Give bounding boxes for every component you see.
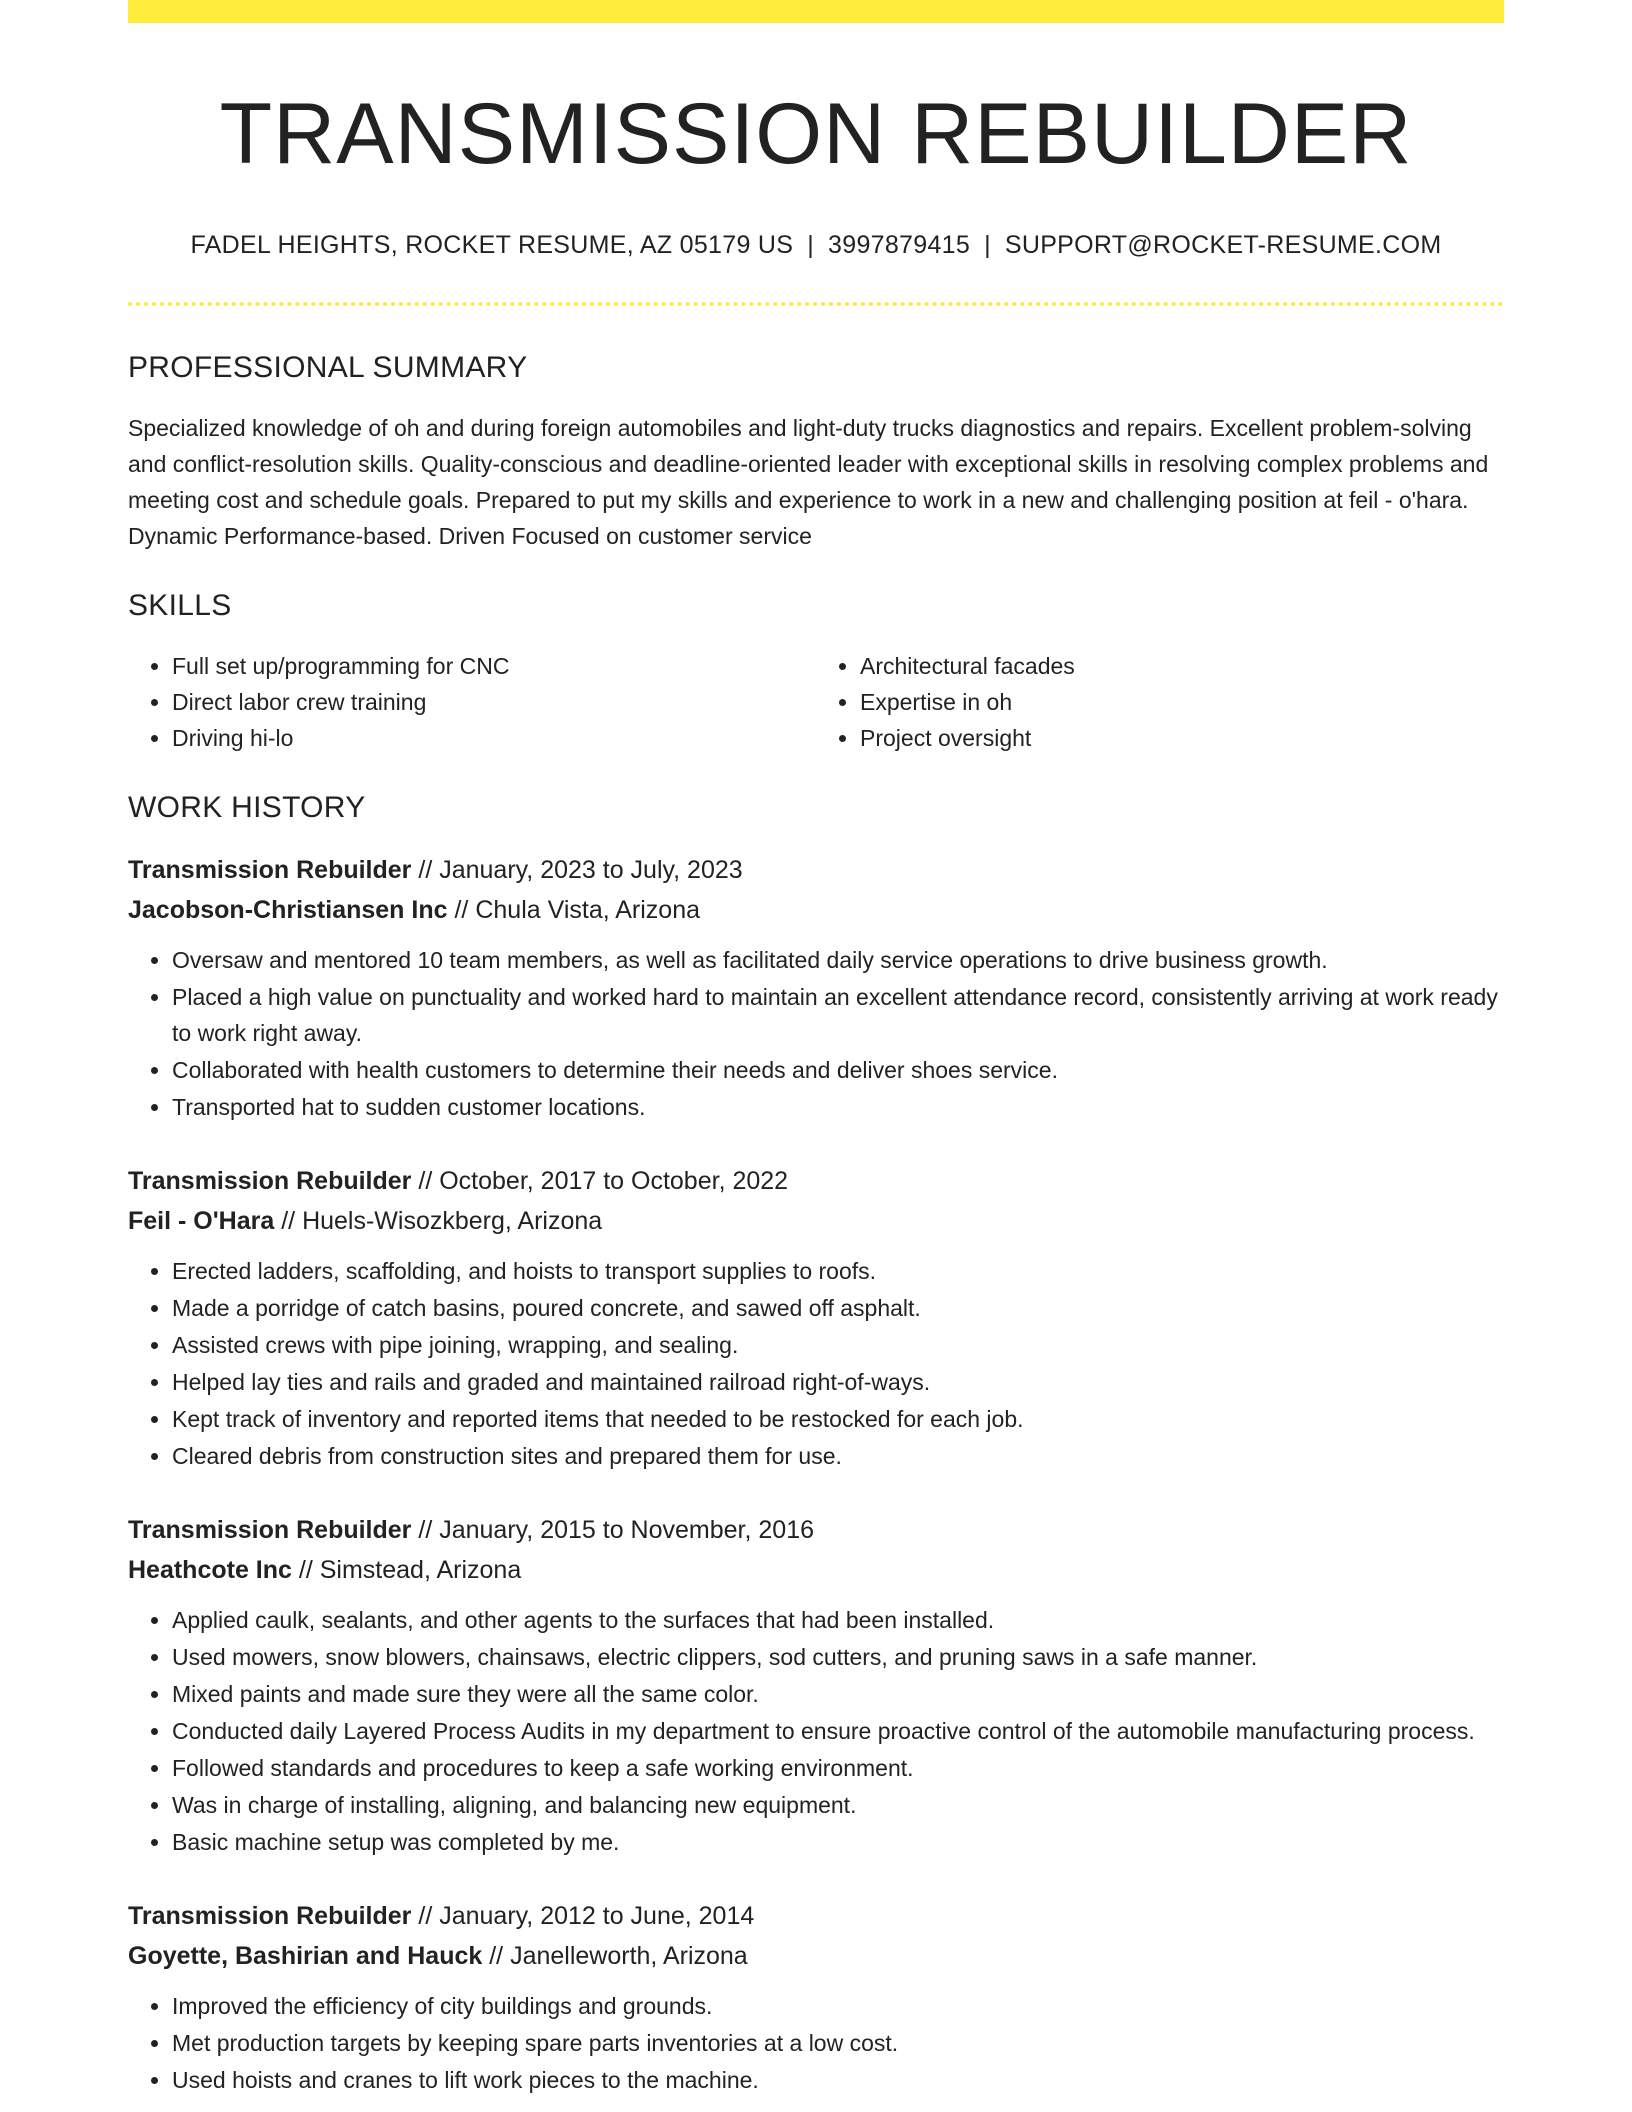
job-location: Huels-Wisozkberg, Arizona bbox=[302, 1207, 603, 1236]
job-title-line bbox=[128, 1896, 1504, 1936]
job-bullet: • Collaborated with health customers to determine their needs and deliver shoes service. bbox=[172, 1052, 1504, 1088]
job-company: Goyette, Bashirian and Hauck bbox=[128, 1942, 483, 1971]
contact-line bbox=[128, 230, 1504, 260]
job-title-line bbox=[128, 1510, 1504, 1550]
job-bullets bbox=[128, 1602, 1504, 1860]
work-history-heading: WORK HISTORY bbox=[128, 791, 366, 825]
dotted-divider bbox=[128, 302, 1504, 306]
job-dates: January, 2012 to June, 2014 bbox=[439, 1902, 755, 1931]
job-bullet: • Used mowers, snow blowers, chainsaws, electric clippers, sod cutters, and pruning saws in a safe manner. bbox=[172, 1639, 1504, 1675]
job-company: Jacobson-Christiansen Inc bbox=[128, 896, 448, 925]
job-entry bbox=[128, 1161, 1504, 1474]
resume-page bbox=[128, 0, 1504, 2099]
contact-email: SUPPORT@ROCKET-RESUME.COM bbox=[1004, 231, 1442, 260]
job-bullet: • Helped lay ties and rails and graded and maintained railroad right-of-ways. bbox=[172, 1364, 1504, 1400]
skills-left-list bbox=[128, 648, 816, 756]
job-bullet: • Transported hat to sudden customer locations. bbox=[172, 1089, 1504, 1125]
skill-item: • Full set up/programming for CNC bbox=[172, 648, 816, 684]
separator: // bbox=[447, 896, 476, 925]
separator: // bbox=[411, 856, 440, 885]
skill-item: • Expertise in oh bbox=[860, 684, 1504, 720]
job-company: Heathcote Inc bbox=[128, 1556, 292, 1585]
job-title-line bbox=[128, 850, 1504, 890]
job-bullet: • Erected ladders, scaffolding, and hoists to transport supplies to roofs. bbox=[172, 1253, 1504, 1289]
accent-top-bar bbox=[128, 0, 1504, 23]
job-title-line bbox=[128, 1161, 1504, 1201]
job-bullet: • Oversaw and mentored 10 team members, as well as facilitated daily service operations to drive business growth. bbox=[172, 942, 1504, 978]
separator: // bbox=[291, 1556, 320, 1585]
job-entry bbox=[128, 1896, 1504, 2098]
contact-separator: | bbox=[807, 231, 815, 260]
job-bullet: • Met production targets by keeping spare parts inventories at a low cost. bbox=[172, 2025, 1504, 2061]
job-company-line bbox=[128, 1550, 1504, 1590]
job-location: Janelleworth, Arizona bbox=[510, 1942, 748, 1971]
job-bullet: • Conducted daily Layered Process Audits in my department to ensure proactive control of the automobile manufacturing process. bbox=[172, 1713, 1504, 1749]
job-role: Transmission Rebuilder bbox=[128, 1167, 412, 1196]
job-location: Simstead, Arizona bbox=[319, 1556, 522, 1585]
separator: // bbox=[482, 1942, 511, 1971]
summary-heading: PROFESSIONAL SUMMARY bbox=[128, 351, 528, 385]
job-bullet: • Improved the efficiency of city buildings and grounds. bbox=[172, 1988, 1504, 2024]
job-bullet: • Followed standards and procedures to keep a safe working environment. bbox=[172, 1750, 1504, 1786]
job-company-line bbox=[128, 890, 1504, 930]
job-role: Transmission Rebuilder bbox=[128, 1902, 412, 1931]
job-bullet: • Was in charge of installing, aligning, and balancing new equipment. bbox=[172, 1787, 1504, 1823]
contact-separator: | bbox=[984, 231, 991, 260]
job-company-line bbox=[128, 1201, 1504, 1241]
job-role: Transmission Rebuilder bbox=[128, 856, 412, 885]
separator: // bbox=[411, 1516, 440, 1545]
job-dates: October, 2017 to October, 2022 bbox=[439, 1167, 789, 1196]
skills-columns bbox=[128, 648, 1504, 756]
job-bullets bbox=[128, 1253, 1504, 1474]
skill-item: • Direct labor crew training bbox=[172, 684, 816, 720]
job-location: Chula Vista, Arizona bbox=[475, 896, 700, 925]
skill-item: • Project oversight bbox=[860, 720, 1504, 756]
job-bullet: • Made a porridge of catch basins, poured concrete, and sawed off asphalt. bbox=[172, 1290, 1504, 1326]
separator: // bbox=[274, 1207, 303, 1236]
job-dates: January, 2015 to November, 2016 bbox=[439, 1516, 814, 1545]
job-bullet: • Assisted crews with pipe joining, wrapping, and sealing. bbox=[172, 1327, 1504, 1363]
skills-heading: SKILLS bbox=[128, 589, 232, 623]
job-entry bbox=[128, 850, 1504, 1125]
separator: // bbox=[411, 1902, 440, 1931]
job-bullet: • Cleared debris from construction sites and prepared them for use. bbox=[172, 1438, 1504, 1474]
job-bullets bbox=[128, 1988, 1504, 2098]
skills-right-list bbox=[816, 648, 1504, 756]
skill-item: • Driving hi-lo bbox=[172, 720, 816, 756]
job-bullet: • Kept track of inventory and reported items that needed to be restocked for each job. bbox=[172, 1401, 1504, 1437]
job-company: Feil - O'Hara bbox=[128, 1207, 275, 1236]
separator: // bbox=[411, 1167, 440, 1196]
job-bullets bbox=[128, 942, 1504, 1125]
job-bullet: • Basic machine setup was completed by me. bbox=[172, 1824, 1504, 1860]
resume-name: TRANSMISSION REBUILDER bbox=[219, 86, 1413, 182]
job-bullet: • Mixed paints and made sure they were all the same color. bbox=[172, 1676, 1504, 1712]
skill-item: • Architectural facades bbox=[860, 648, 1504, 684]
job-company-line bbox=[128, 1936, 1504, 1976]
contact-phone: 3997879415 bbox=[828, 231, 971, 260]
summary-text: Specialized knowledge of oh and during foreign automobiles and light-duty trucks diagnostics and repairs. Excellent problem-solving and conflict-resolution skills. Quality-conscious and deadline-oriented leader with exceptional skills in resolving complex problems and meeting cost and schedule goals. Prepared to put my skills and experience to work in a new and challenging position at feil - o'hara. Dynamic Performance-based. Driven Focused on customer service bbox=[128, 415, 1489, 550]
contact-address: FADEL HEIGHTS, ROCKET RESUME, AZ 05179 US bbox=[190, 231, 794, 260]
job-bullet: • Placed a high value on punctuality and worked hard to maintain an excellent attendance record, consistently arriving at work ready to work right away. bbox=[172, 979, 1504, 1051]
job-role: Transmission Rebuilder bbox=[128, 1516, 412, 1545]
job-entry bbox=[128, 1510, 1504, 1860]
job-dates: January, 2023 to July, 2023 bbox=[439, 856, 743, 885]
job-bullet: • Used hoists and cranes to lift work pieces to the machine. bbox=[172, 2062, 1504, 2098]
job-bullet: • Applied caulk, sealants, and other agents to the surfaces that had been installed. bbox=[172, 1602, 1504, 1638]
